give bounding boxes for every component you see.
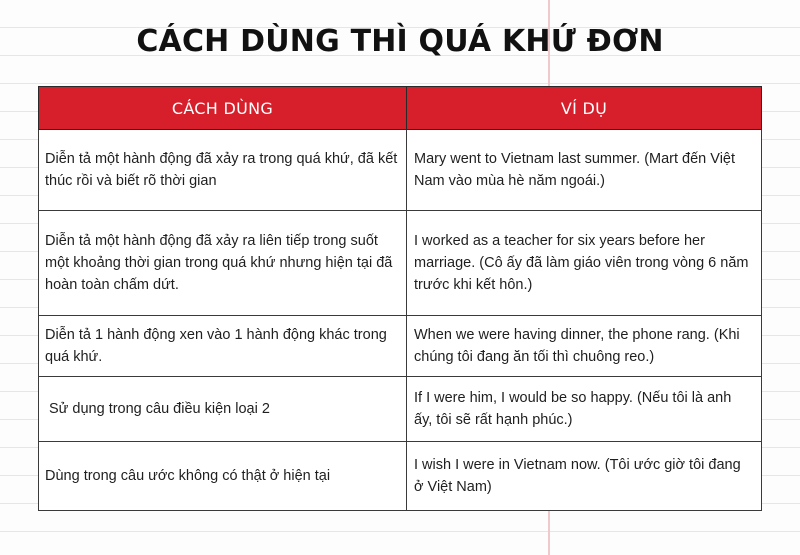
table-header-row bbox=[39, 87, 762, 130]
page-title: CÁCH DÙNG THÌ QUÁ KHỨ ĐƠN bbox=[136, 24, 664, 59]
usage-cell-text: Sử dụng trong câu điều kiện loại 2 bbox=[49, 401, 270, 417]
header-usage: CÁCH DÙNG bbox=[39, 87, 407, 130]
usage-cell: Dùng trong câu ước không có thật ở hiện tại bbox=[39, 442, 407, 511]
table-row bbox=[39, 130, 762, 211]
table-row bbox=[39, 211, 762, 316]
example-cell: If I were him, I would be so happy. (Nếu tôi là anh ấy, tôi sẽ rất hạnh phúc.) bbox=[407, 377, 762, 442]
table-row bbox=[39, 316, 762, 377]
usage-cell: Diễn tả một hành động đã xảy ra liên tiếp trong suốt một khoảng thời gian trong quá khứ nhưng hiện tại đã hoàn toàn chấm dứt. bbox=[39, 211, 407, 316]
usage-table bbox=[38, 86, 762, 511]
example-cell: I wish I were in Vietnam now. (Tôi ước giờ tôi đang ở Việt Nam) bbox=[407, 442, 762, 511]
header-example: VÍ DỤ bbox=[407, 87, 762, 130]
usage-cell: Diễn tả 1 hành động xen vào 1 hành động khác trong quá khứ. bbox=[39, 316, 407, 377]
table-row bbox=[39, 377, 762, 442]
usage-cell bbox=[39, 377, 407, 442]
usage-cell: Diễn tả một hành động đã xảy ra trong quá khứ, đã kết thúc rồi và biết rõ thời gian bbox=[39, 130, 407, 211]
table-row bbox=[39, 442, 762, 511]
example-cell: I worked as a teacher for six years before her marriage. (Cô ấy đã làm giáo viên trong vòng 6 năm trước khi kết hôn.) bbox=[407, 211, 762, 316]
example-cell: Mary went to Vietnam last summer. (Mart đến Việt Nam vào mùa hè năm ngoái.) bbox=[407, 130, 762, 211]
example-cell: When we were having dinner, the phone rang. (Khi chúng tôi đang ăn tối thì chuông reo.) bbox=[407, 316, 762, 377]
